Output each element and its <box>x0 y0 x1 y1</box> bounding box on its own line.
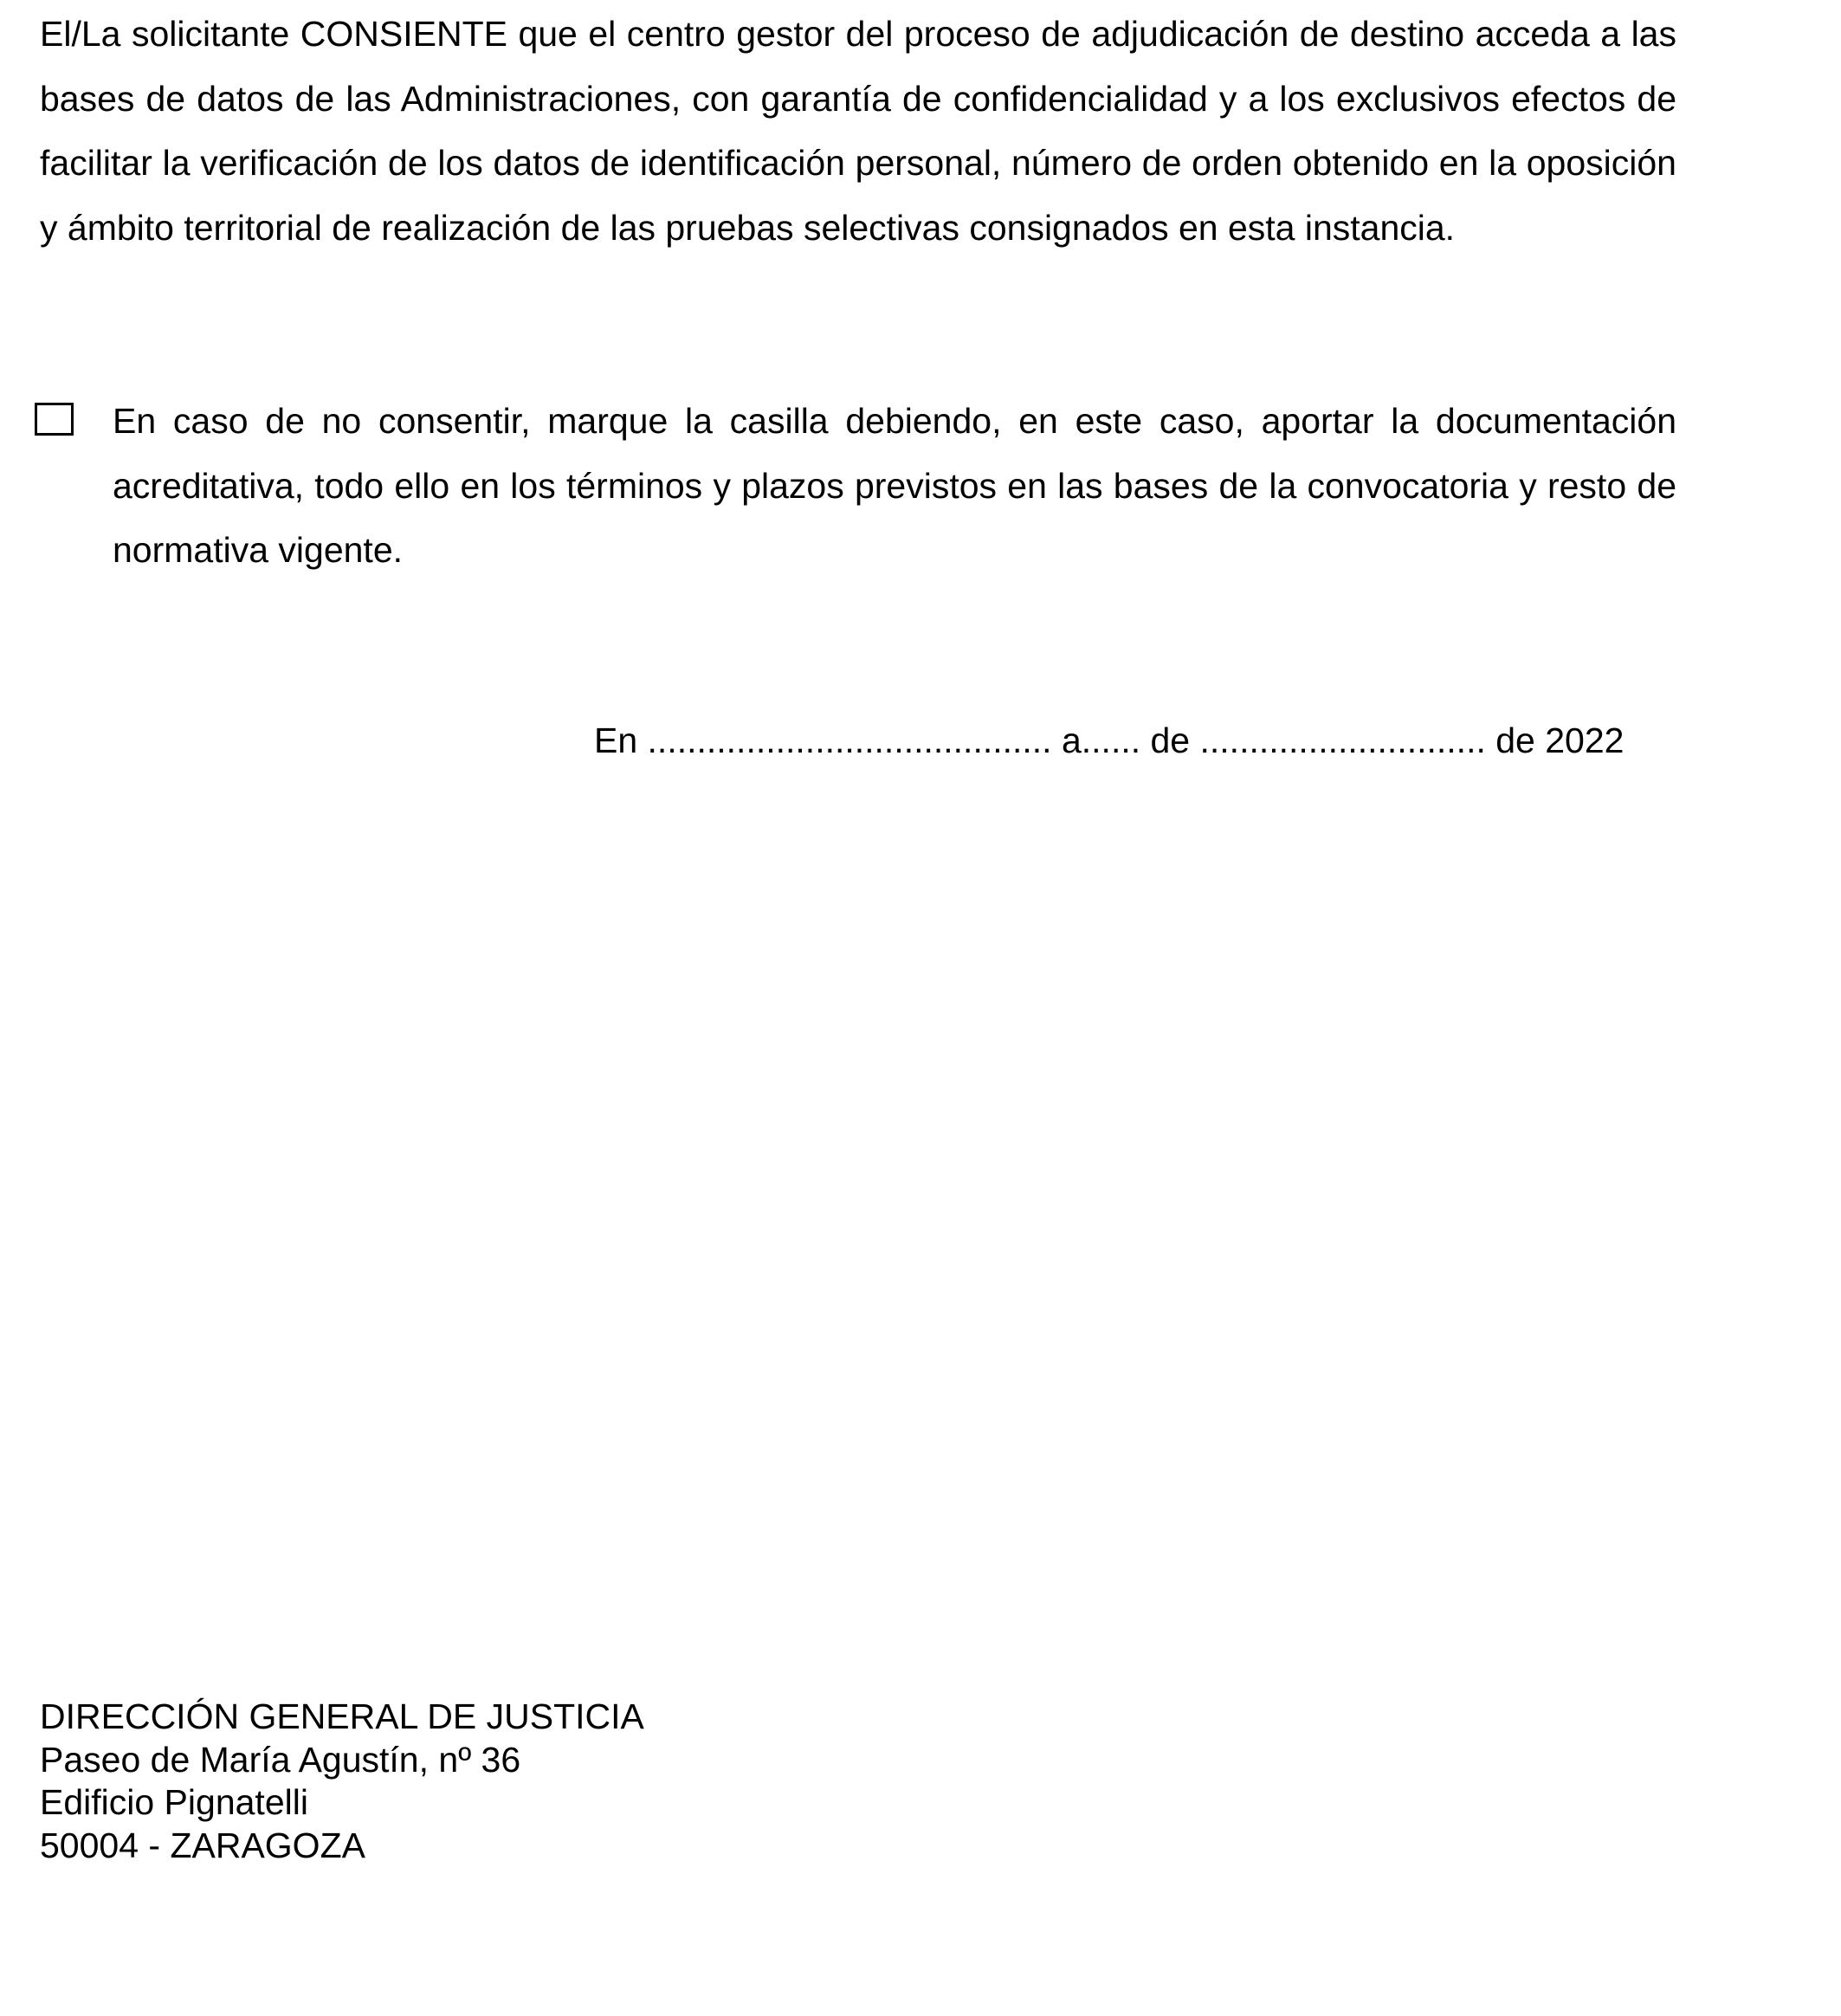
non-consent-text: En caso de no consentir, marque la casilla debiendo, en este caso, aportar la documentación acreditativa, todo ello en los términos y plazos previstos en las bases de la convocatoria y resto de normativa vigente. <box>113 401 1676 570</box>
consent-paragraph: El/La solicitante CONSIENTE que el centro gestor del proceso de adjudicación de destino acceda a las bases de datos de las Administraciones, con garantía de confidencialidad y a los exclusivos efectos de facilitar la verificación de los datos de identificación personal, número de orden obtenido en la oposición y ámbito territorial de realización de las pruebas selectivas consignados en esta instancia. <box>40 14 1676 248</box>
address-building: Edificio Pignatelli <box>40 1782 308 1822</box>
address-street: Paseo de María Agustín, nº 36 <box>40 1739 521 1780</box>
signature-date-line: En ......................................... a...... de ............................. de 2022 <box>594 720 1625 760</box>
address-department: DIRECCIÓN GENERAL DE JUSTICIA <box>40 1696 644 1736</box>
non-consent-checkbox[interactable] <box>35 403 74 436</box>
address-block <box>40 1696 644 1867</box>
address-city: 50004 - ZARAGOZA <box>40 1825 365 1865</box>
